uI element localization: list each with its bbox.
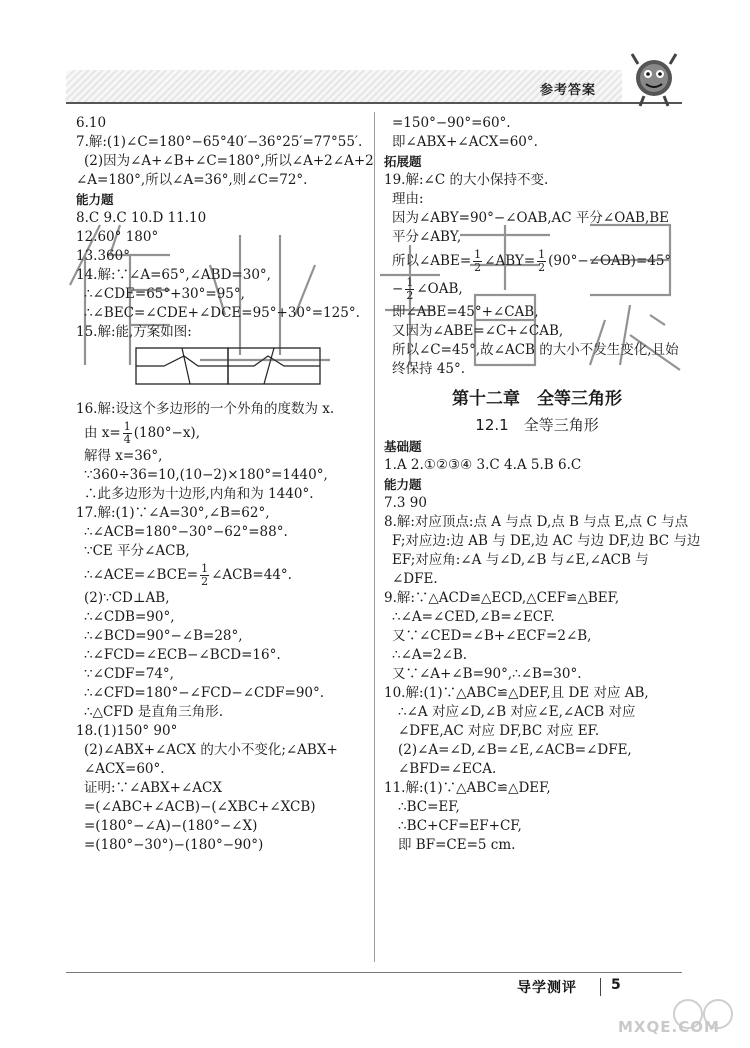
fraction-denominator: 2 [538,261,546,274]
answer-line: 19.解:∠C 的大小保持不变. [384,172,549,188]
answer-line: ∴∠A=∠CED,∠B=∠ECF. [392,609,555,625]
page-number: 5 [611,977,621,993]
answer-line [76,561,376,589]
answer-line: ∠BFD=∠ECA. [398,761,497,777]
answer-line: 9.解:∵△ACD≌△ECD,△CEF≌△BEF, [384,590,620,606]
answer-line: ∵360÷36=10,(10−2)×180°=1440°, [84,467,328,483]
header-band [66,70,622,102]
fraction-denominator: 2 [201,575,209,588]
answer-line: 7.3 90 [384,495,427,511]
answer-line: =(∠ABC+∠ACB)−(∠XBC+∠XCB) [84,799,316,815]
text-part: ∠ABY= [484,253,536,269]
answer-line: =(180°−∠A)−(180°−∠X) [84,818,258,834]
fraction [405,277,414,302]
answer-line: 所以∠C=45°,故∠ACB 的大小不发生变化,且始 [392,342,679,358]
fraction [123,421,132,446]
text-part: 所以∠ABE= [392,253,472,269]
answer-line: ∴∠A 对应∠D,∠B 对应∠E,∠ACB 对应 [398,704,636,720]
answer-line: 7.解:(1)∠C=180°−65°40′−36°25′=77°55′. [76,134,363,150]
answer-line: 平分∠ABY, [392,229,462,245]
answer-line: (2)∠A=∠D,∠B=∠E,∠ACB=∠DFE, [398,742,632,758]
answer-line: (2)∠ABX+∠ACX 的大小不变化;∠ABX+ [84,742,338,758]
text-part: − [392,281,404,297]
answer-line: 1.A 2.①②③④ 3.C 4.A 5.B 6.C [384,457,582,473]
answer-line: ∴BC=EF, [398,799,460,815]
answer-line: ∴∠ACB=180°−30°−62°=88°. [84,524,288,540]
fraction-denominator: 2 [406,289,414,302]
answer-line: (2)因为∠A+∠B+∠C=180°,所以∠A+2∠A+2 [84,153,374,169]
answer-line: ∠ACX=60°. [84,761,165,777]
answer-line: 即∠ABE=45°+∠CAB, [392,304,539,320]
fraction-denominator: 4 [123,433,131,446]
section-label: 能力题 [384,477,422,492]
answer-line: 又∵∠CED=∠B+∠ECF=2∠B, [392,628,592,644]
fraction [200,563,209,588]
answer-line: ∴∠FCD=∠ECB−∠BCD=16°. [84,647,281,663]
answer-line: ∵∠CDF=74°, [84,666,174,682]
answer-line: 即∠ABX+∠ACX=60°. [392,134,538,150]
answer-line: 又因为∠ABE=∠C+∠CAB, [392,323,564,339]
answer-line: ∴∠CDB=90°, [84,609,175,625]
scheme-diagram [134,346,334,388]
right-column [384,114,701,855]
answer-line: F;对应边:边 AB 与 DE,边 AC 与边 DF,边 BC 与边 [392,533,701,549]
answer-line: 理由: [392,191,424,207]
text-part: (180°−x), [133,425,200,441]
answer-line: 终保持 45°. [392,361,466,377]
corner-watermark-text: MXQE.COM [618,1018,720,1036]
fraction-numerator: 1 [538,248,546,261]
fraction-numerator: 1 [474,248,482,261]
fraction-numerator: 1 [123,420,131,433]
answer-line: =(180°−30°)−(180°−90°) [84,837,264,853]
mascot-icon [624,50,684,108]
answer-line: ∴△CFD 是直角三角形. [84,704,224,720]
fraction-numerator: 1 [406,276,414,289]
answer-line: ∴∠CDE=65°+30°=95°, [84,286,245,302]
text-part: ∴∠ACE=∠BCE= [84,567,199,583]
answer-line: 8.C 9.C 10.D 11.10 [76,210,207,226]
answer-line: 13.360° [76,248,130,264]
answer-line: ∴此多边形为十边形,内角和为 1440°. [84,486,314,502]
answer-line: ∠DFE,AC 对应 DF,BC 对应 EF. [398,723,600,739]
header-title: 参考答案 [540,83,597,98]
answer-line: 8.解:对应顶点:点 A 与点 D,点 B 与点 E,点 C 与点 [384,514,689,530]
section-label: 能力题 [76,192,114,207]
answer-line: ∴BC+CF=EF+CF, [398,818,522,834]
footer-brand: 导学测评 [517,980,577,996]
fraction [473,249,482,274]
footer-rule [66,972,682,973]
text-part: ∠OAB, [416,281,463,297]
answer-line: (2)∵CD⊥AB, [84,590,170,606]
answer-line: 15.解:能,方案如图: [76,324,192,340]
fraction-denominator: 2 [474,261,482,274]
footer-separator [600,978,601,996]
text-part: ∠ACB=44°. [211,567,292,583]
left-column [76,114,376,855]
header-rule [66,102,682,104]
answer-line: ∵CE 平分∠ACB, [84,543,190,559]
answer-line: 16.解:设这个多边形的一个外角的度数为 x. [76,401,335,417]
answer-line: 解得 x=36°, [84,448,163,464]
section-title: 12.1 全等三角形 [475,416,599,434]
section-label: 拓展题 [384,154,422,169]
answer-line: ∴∠CFD=180°−∠FCD−∠CDF=90°. [84,685,325,701]
fraction-numerator: 1 [201,562,209,575]
answer-line: 18.(1)150° 90° [76,723,178,739]
answer-line: ∴∠A=2∠B. [392,647,468,663]
answer-line: 10.解:(1)∵△ABC≌△DEF,且 DE 对应 AB, [384,685,649,701]
answer-line [384,275,690,303]
answer-line: EF;对应角:∠A 与∠D,∠B 与∠E,∠ACB 与 [392,552,649,568]
answer-line [384,247,690,275]
corner-watermark [608,994,748,1044]
section-label: 基础题 [384,439,422,454]
answer-line: ∴∠BEC=∠CDE+∠DCE=95°+30°=125°. [84,305,360,321]
fraction [537,249,546,274]
text-part: (90°−∠OAB)=45° [548,253,672,269]
answer-line: ∴∠BCD=90°−∠B=28°, [84,628,243,644]
answer-line: 因为∠ABY=90°−∠OAB,AC 平分∠OAB,BE [392,210,670,226]
answer-line: =150°−90°=60°. [392,115,511,131]
answer-line: ∠A=180°,所以∠A=36°,则∠C=72°. [76,172,308,188]
answer-line: 14.解:∵∠A=65°,∠ABD=30°, [76,267,271,283]
answer-line: ∠DFE. [392,571,438,587]
answer-line: 证明:∵∠ABX+∠ACX [84,780,222,796]
text-part: 由 x= [84,425,121,441]
answer-line: 11.解:(1)∵△ABC≌△DEF, [384,780,551,796]
answer-line: 6.10 [76,115,107,131]
answer-line: 又∵∠A+∠B=90°,∴∠B=30°. [392,666,582,682]
answer-line: 17.解:(1)∵∠A=30°,∠B=62°, [76,505,270,521]
chapter-title: 第十二章 全等三角形 [452,389,622,409]
answer-line [76,419,376,447]
answer-line: 12.60° 180° [76,229,159,245]
answer-line: 即 BF=CE=5 cm. [398,837,516,853]
